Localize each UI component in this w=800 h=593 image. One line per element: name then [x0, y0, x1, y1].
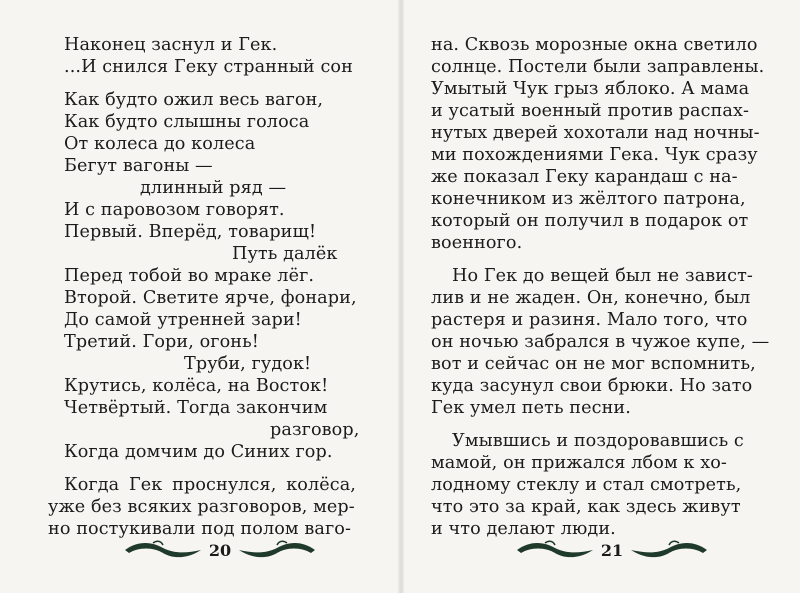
right-page — [404, 0, 800, 593]
text-line: нутых дверей хохотали над ночны- — [431, 123, 760, 143]
poem-line: Как будто ожил весь вагон, — [64, 90, 324, 110]
text-line: Умывшись и поздоровавшись с — [452, 431, 744, 451]
right-ornament-icon — [629, 539, 709, 561]
text-line: он ночью забрался в чужое купе, — — [431, 332, 770, 352]
text-line: Но Гек до вещей был не завист- — [452, 266, 753, 286]
text-line: что это за край, как здесь живут — [431, 497, 741, 517]
poem-line: От колеса до колеса — [64, 134, 256, 154]
prose-line — [64, 474, 356, 496]
word: проснулся, — [172, 475, 277, 495]
left-ornament-icon — [123, 539, 203, 561]
poem-line: длинный ряд — — [140, 178, 287, 198]
text-line: же показал Геку карандаш с на- — [431, 167, 738, 187]
text-line: лив и не жаден. Он, конечно, был — [431, 288, 751, 308]
page-footer — [492, 535, 732, 565]
poem-line: Труби, гудок! — [184, 354, 312, 374]
poem-line: Бегут вагоны — — [64, 156, 213, 176]
prose-line: уже без всяких разговоров, мер- — [48, 497, 355, 517]
text-line: и усатый военный против распах- — [431, 101, 750, 121]
poem-line: Перед тобой во мраке лёг. — [64, 266, 315, 286]
text-line: на. Сквозь морозные окна светило — [431, 35, 758, 55]
word: колёса, — [286, 475, 356, 495]
poem-line: Путь далёк — [232, 244, 338, 264]
poem-line: Первый. Вперёд, товарищ! — [64, 222, 317, 242]
left-page — [0, 0, 398, 593]
poem-line: Когда домчим до Синих гор. — [64, 442, 333, 462]
poem-line: Третий. Гори, огонь! — [64, 332, 259, 352]
poem-line: До самой утренней зари! — [64, 310, 302, 330]
text-line: растеря и разиня. Мало того, что — [431, 310, 748, 330]
text-line: вот и сейчас он не мог вспомнить, — [431, 354, 756, 374]
text-line: военного. — [431, 233, 523, 253]
text-line: конечником из жёлтого патрона, — [431, 189, 746, 209]
poem-line: Крутись, колёса, на Восток! — [64, 376, 329, 396]
text-line: куда засунул свои брюки. Но зато — [431, 376, 753, 396]
prose-line: но постукивали под полом ваго- — [48, 519, 352, 539]
word: Гек — [129, 475, 163, 495]
text-line: Гек умел петь песни. — [431, 398, 631, 418]
text-line: ...И снился Геку странный сон — [64, 57, 353, 77]
text-line: мамой, он прижался лбом к хо- — [431, 453, 727, 473]
text-line: и что делают люди. — [431, 519, 616, 539]
poem-line: разговор, — [270, 420, 360, 440]
poem-line: Второй. Светите ярче, фонари, — [64, 288, 357, 308]
page-number: 20 — [208, 540, 232, 560]
text-line: который он получил в подарок от — [431, 211, 749, 231]
text-line: Наконец заснул и Гек. — [64, 35, 278, 55]
word: Когда — [64, 475, 120, 495]
page-number: 21 — [600, 540, 624, 560]
left-ornament-icon — [515, 539, 595, 561]
poem-line: Как будто слышны голоса — [64, 112, 310, 132]
text-line: Умытый Чук грыз яблоко. А мама — [431, 79, 750, 99]
text-line: лодному стеклу и стал смотреть, — [431, 475, 742, 495]
text-line: ми похождениями Гека. Чук сразу — [431, 145, 758, 165]
poem-line: И с паровозом говорят. — [64, 200, 285, 220]
right-ornament-icon — [237, 539, 317, 561]
text-line: солнце. Постели были заправлены. — [431, 57, 765, 77]
poem-line: Четвёртый. Тогда закончим — [64, 398, 328, 418]
page-footer — [110, 535, 330, 565]
